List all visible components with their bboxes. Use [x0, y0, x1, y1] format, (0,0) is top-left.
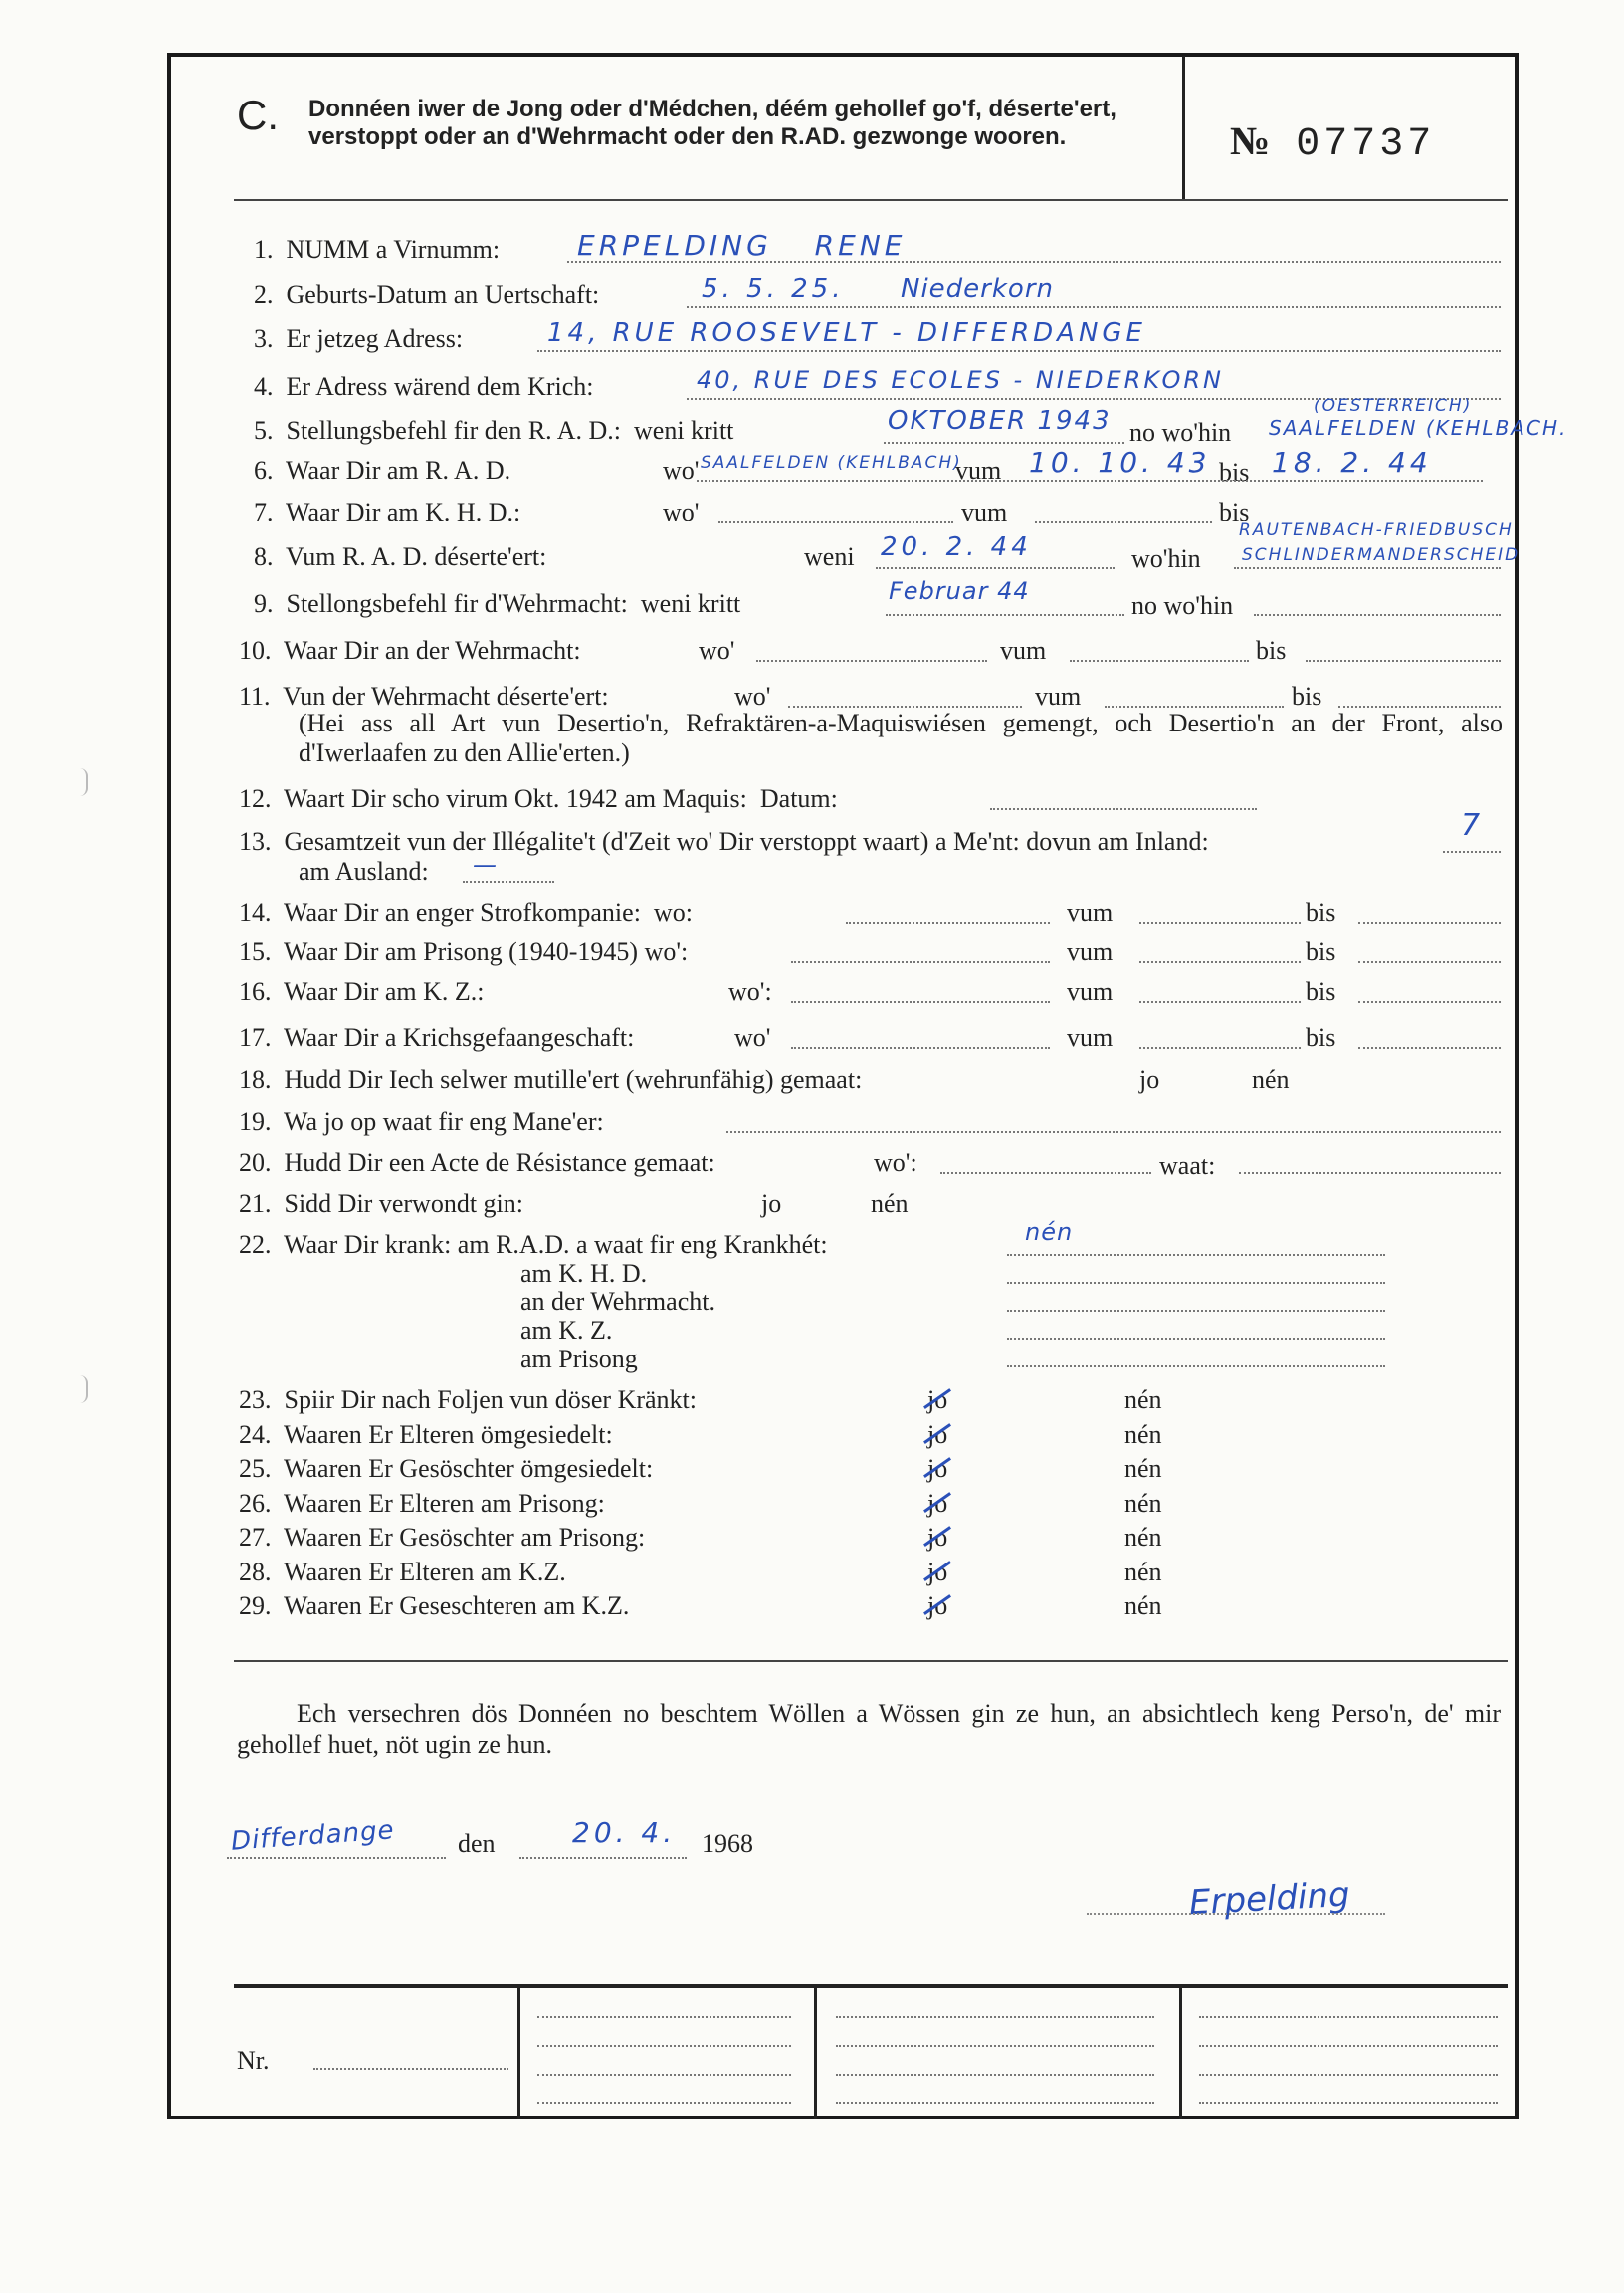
item-2 [254, 280, 599, 310]
item-label: Waar Dir am K. Z.: [284, 977, 485, 1006]
item-23 [239, 1385, 697, 1415]
item-number: 10. [239, 636, 272, 665]
signature: Erpelding [1188, 1874, 1351, 1924]
item-number: 17. [239, 1023, 272, 1052]
form-title: Donnéen iwer de Jong oder d'Médchen, déém gehollef go'f, déserte'ert, verstoppt oder an d'Wehrmacht oder den R.AD. gezwonge wooren. [308, 96, 1116, 150]
item-label: Hudd Dir Iech selwer mutille'ert (wehrunfähig) gemaat: [284, 1065, 863, 1094]
waat-label: waat: [1159, 1151, 1216, 1180]
signature-line [1087, 1913, 1385, 1915]
field-line [1234, 567, 1501, 569]
ausland-months-value[interactable]: — [473, 851, 501, 879]
field-line [313, 2068, 508, 2070]
item-9 [254, 589, 740, 619]
item-19 [239, 1107, 604, 1137]
field-line [1139, 961, 1301, 963]
field-line [537, 2016, 791, 2018]
rad-where-value[interactable]: SAALFELDEN (KEHLBACH) [701, 453, 962, 473]
footer-divider-1 [517, 1986, 520, 2119]
item-4 [254, 372, 594, 402]
field-line [537, 2102, 791, 2104]
q22-sub-3: am Prisong [520, 1345, 638, 1373]
field-line [836, 2074, 1154, 2076]
wo-label: wo': [644, 938, 689, 966]
item-number: 27. [239, 1523, 272, 1552]
item-29 [239, 1591, 629, 1621]
field-line [1199, 2102, 1498, 2104]
item-label: Vum R. A. D. déserte'ert: [286, 542, 547, 571]
item-8 [254, 542, 546, 572]
q25-nen[interactable]: nén [1124, 1454, 1162, 1483]
bis-label: bis [1306, 938, 1336, 966]
header-rule [234, 199, 1508, 201]
field-line [884, 442, 1124, 444]
field-line [1358, 1047, 1501, 1049]
vum-label: vum [955, 456, 1002, 485]
item-number: 25. [239, 1454, 272, 1483]
rad-from-value[interactable]: 10. 10. 43 [1029, 446, 1211, 479]
item-3 [254, 324, 463, 354]
item-number: 20. [239, 1148, 272, 1177]
item-number: 1. [254, 235, 274, 264]
field-line [1007, 1310, 1385, 1312]
vum-label: vum [961, 498, 1008, 526]
wohin-label: no wo'hin [1131, 591, 1234, 620]
item-label: Spiir Dir nach Foljen vun döser Kränkt: [284, 1385, 697, 1414]
item-number: 15. [239, 938, 272, 966]
item-number: 18. [239, 1065, 272, 1094]
wehrmacht-order-date-value[interactable]: Februar 44 [889, 577, 1030, 605]
item-number: 26. [239, 1489, 272, 1518]
section-letter: C. [237, 92, 279, 138]
q27-jo-struck[interactable] [927, 1523, 947, 1553]
item-number: 6. [254, 456, 274, 485]
name-value[interactable]: ERPELDING RENE [577, 229, 907, 262]
declaration-text: Ech versechren dös Donnéen no beschtem Wöllen a Wössen gin ze hun, an absichtlech keng Perso'n, de' mir gehollef huet, nöt ugin ze hun. [237, 1699, 1501, 1759]
wo-label: wo' [663, 498, 700, 526]
item-label: Hudd Dir een Acte de Résistance gemaat: [284, 1148, 715, 1177]
field-line [876, 567, 1115, 569]
item-number: 28. [239, 1558, 272, 1586]
item-number: 7. [254, 498, 274, 526]
jo-option[interactable]: jo [927, 1558, 948, 1586]
jo-option[interactable]: jo [927, 1420, 948, 1449]
item-label: Waaren Er Elteren ömgesiedelt: [284, 1420, 613, 1449]
item-13 [239, 827, 1209, 857]
form-number [1230, 117, 1435, 167]
wo-label: wo': [874, 1148, 917, 1177]
item-24 [239, 1420, 613, 1450]
field-line [836, 2045, 1154, 2047]
item-label: Waar Dir am Prisong (1940-1945) [284, 938, 639, 966]
field-line [791, 1047, 1050, 1049]
field-line [791, 1001, 1050, 1003]
item-label: Gesamtzeit vun der Illégalite't (d'Zeit wo' Dir verstoppt waart) a Me'nt: dovun am Inland: [284, 827, 1209, 856]
bis-label: bis [1219, 458, 1250, 487]
q21-nen[interactable]: nén [871, 1189, 909, 1218]
q29-jo-struck[interactable] [927, 1591, 947, 1621]
item-number: 21. [239, 1189, 272, 1218]
item-number: 2. [254, 280, 274, 309]
wo-label: wo' [699, 636, 735, 665]
signature-date[interactable]: 20. 4. [572, 1816, 677, 1849]
jo-option[interactable]: jo [927, 1523, 948, 1552]
item-18 [239, 1065, 862, 1095]
field-line [726, 1131, 1501, 1133]
bis-label: bis [1292, 682, 1322, 711]
item-17 [239, 1023, 634, 1053]
birth-place-value[interactable]: Niederkorn [901, 274, 1054, 304]
item-label: Waaren Er Gesöschter am Prisong: [284, 1523, 646, 1552]
field-line [697, 480, 1483, 482]
item-5-wohin: no wo'hin [1129, 418, 1232, 447]
item-number: 19. [239, 1107, 272, 1136]
inland-months-value[interactable]: 7 [1461, 808, 1485, 843]
item-number: 22. [239, 1230, 272, 1259]
item-12 [239, 784, 838, 814]
header-divider [1182, 56, 1185, 201]
item-number: 8. [254, 542, 274, 571]
item-26 [239, 1489, 605, 1519]
vum-label: vum [1067, 938, 1114, 966]
jo-option[interactable]: jo [927, 1454, 948, 1483]
field-line [1358, 922, 1501, 924]
item-label: Er jetzeg Adress: [286, 324, 464, 353]
signature-place[interactable]: Differdange [230, 1815, 396, 1857]
field-line [1443, 851, 1501, 853]
item-number: 14. [239, 898, 272, 927]
vum-label: vum [1067, 977, 1114, 1006]
field-line [718, 521, 953, 523]
item-11-note: (Hei ass all Art vun Desertio'n, Refraktären-a-Maquiswiésen gemengt, och Desertio'n an der Front, also d'Iwerlaafen zu den Allie'erten.) [299, 709, 1503, 767]
vum-label: vum [1067, 1023, 1114, 1052]
field-line [1139, 1001, 1301, 1003]
jo-option[interactable]: jo [927, 1591, 948, 1620]
field-line [788, 706, 1022, 708]
item-6 [254, 456, 510, 486]
field-line [886, 614, 1124, 616]
q21-jo[interactable]: jo [761, 1189, 782, 1218]
field-line [756, 660, 987, 662]
weni-label: weni kritt [640, 589, 741, 618]
datum-label: Datum: [759, 784, 838, 813]
field-line [846, 922, 1050, 924]
item-16 [239, 977, 485, 1007]
item-label: Sidd Dir verwondt gin: [284, 1189, 523, 1218]
bis-label: bis [1306, 898, 1336, 927]
desertion-place-2[interactable]: SCHLINDERMANDERSCHEID [1242, 545, 1521, 565]
bis-label: bis [1306, 1023, 1336, 1052]
field-line [1139, 922, 1301, 924]
item-label: Waaren Er Elteren am Prisong: [284, 1489, 605, 1518]
item-label: Waar Dir an enger Strofkompanie: [284, 898, 641, 927]
desertion-place-1[interactable]: RAUTENBACH-FRIEDBUSCH [1239, 521, 1514, 540]
item-label: Waar Dir a Krichsgefaangeschaft: [284, 1023, 635, 1052]
vum-label: vum [1000, 636, 1047, 665]
bis-label: bis [1219, 498, 1250, 526]
item-11 [239, 682, 609, 712]
wohin-label: wo'hin [1131, 544, 1201, 573]
item-number: 23. [239, 1385, 272, 1414]
field-line [1306, 660, 1501, 662]
item-1 [254, 235, 500, 265]
item-20 [239, 1148, 715, 1178]
field-line [687, 306, 1501, 308]
q26-nen[interactable]: nén [1124, 1489, 1162, 1518]
bis-label: bis [1256, 636, 1287, 665]
item-27 [239, 1523, 645, 1553]
q26-jo-struck[interactable] [927, 1489, 947, 1519]
item-21 [239, 1189, 523, 1219]
field-line [1358, 1001, 1501, 1003]
footer-top-rule [234, 1984, 1508, 1988]
field-line [836, 2102, 1154, 2104]
item-14 [239, 898, 693, 928]
item-number: 11. [239, 682, 271, 711]
item-7 [254, 498, 520, 527]
punch-hole-mark-1 [80, 768, 88, 796]
item-label: Stellungsbefehl fir den R. A. D.: [286, 416, 622, 445]
item-label: Waaren Er Gesöschter ömgesiedelt: [284, 1454, 654, 1483]
item-label: Vun der Wehrmacht déserte'ert: [283, 682, 609, 711]
q25-jo-struck[interactable] [927, 1454, 947, 1484]
footer-divider-2 [814, 1986, 817, 2119]
q29-nen[interactable]: nén [1124, 1591, 1162, 1620]
ausland-label: am Ausland: [299, 857, 429, 886]
field-line [227, 1857, 446, 1859]
q18-nen[interactable]: nén [1252, 1065, 1290, 1094]
item-label: Waaren Er Elteren am K.Z. [284, 1558, 566, 1586]
q27-nen[interactable]: nén [1124, 1523, 1162, 1552]
q24-nen[interactable]: nén [1124, 1420, 1162, 1449]
field-line [1199, 2074, 1498, 2076]
field-line [1239, 1172, 1501, 1174]
item-label: Waaren Er Geseschteren am K.Z. [284, 1591, 630, 1620]
den-label: den [458, 1829, 496, 1858]
footer-divider-3 [1179, 1986, 1182, 2119]
item-label: Waar Dir krank: am R.A.D. a waat fir eng Krankhét: [284, 1230, 828, 1259]
wo-label: wo' [734, 682, 771, 711]
q23-jo-struck[interactable] [927, 1385, 947, 1415]
field-line [940, 1172, 1151, 1174]
item-label: Stellongsbefehl fir d'Wehrmacht: [286, 589, 628, 618]
item-number: 24. [239, 1420, 272, 1449]
year-label: 1968 [702, 1829, 753, 1858]
field-line [1070, 660, 1249, 662]
item-number: 12. [239, 784, 272, 813]
rad-order-date-value[interactable]: OKTOBER 1943 [888, 406, 1112, 436]
field-line [1139, 1047, 1301, 1049]
field-line [1358, 961, 1501, 963]
q24-jo-struck[interactable] [927, 1420, 947, 1450]
item-number: 29. [239, 1591, 272, 1620]
item-number: 4. [254, 372, 274, 401]
rad-to-value[interactable]: 18. 2. 44 [1272, 446, 1432, 479]
item-10 [239, 636, 581, 666]
vum-label: vum [1035, 682, 1082, 711]
q28-jo-struck[interactable] [927, 1558, 947, 1587]
war-address-value[interactable]: 40, RUE DES ECOLES - NIEDERKORN [697, 366, 1224, 394]
wo-label: wo' [734, 1023, 771, 1052]
q28-nen[interactable]: nén [1124, 1558, 1162, 1586]
field-line [836, 2016, 1154, 2018]
field-line [1035, 521, 1212, 523]
field-line [791, 961, 1050, 963]
item-15 [239, 938, 688, 967]
current-address-value[interactable]: 14, RUE ROOSEVELT - DIFFERDANGE [547, 318, 1146, 348]
item-label: Waart Dir scho virum Okt. 1942 am Maquis: [284, 784, 747, 813]
rad-destination-note[interactable]: (OESTERREICH) [1314, 396, 1473, 416]
q22-sub-2: am K. Z. [520, 1316, 613, 1345]
item-5 [254, 416, 733, 446]
item-number: 9. [254, 589, 274, 618]
field-line [1338, 706, 1501, 708]
declaration-rule [234, 1660, 1508, 1662]
field-line [463, 881, 554, 883]
q22-sub-0: am K. H. D. [520, 1259, 648, 1288]
field-line [1105, 706, 1284, 708]
item-22 [239, 1230, 828, 1260]
item-number: 16. [239, 977, 272, 1006]
rad-destination-value[interactable]: SAALFELDEN (KEHLBACH. [1269, 416, 1568, 440]
item-25 [239, 1454, 653, 1484]
field-line [1007, 1338, 1385, 1340]
item-label: NUMM a Virnumm: [286, 235, 501, 264]
bis-label: bis [1306, 977, 1336, 1006]
q18-jo[interactable]: jo [1139, 1065, 1160, 1094]
number-sign: № [1230, 118, 1275, 163]
item-label: Waar Dir am K. H. D.: [286, 498, 521, 526]
item-28 [239, 1558, 566, 1587]
item-label: Wa jo op waat fir eng Mane'er: [284, 1107, 604, 1136]
item-label: Er Adress wärend dem Krich: [286, 372, 594, 401]
item-label: Waar Dir am R. A. D. [286, 456, 511, 485]
field-line [1254, 614, 1501, 616]
jo-option[interactable]: jo [927, 1385, 948, 1414]
item-number: 3. [254, 324, 274, 353]
field-line [537, 2045, 791, 2047]
field-line [537, 2074, 791, 2076]
q22-sub-1: an der Wehrmacht. [520, 1287, 715, 1316]
wo-label: wo: [653, 898, 693, 927]
nr-label: Nr. [237, 2046, 270, 2075]
jo-option[interactable]: jo [927, 1489, 948, 1518]
item-number: 13. [239, 827, 272, 856]
field-line [1199, 2016, 1498, 2018]
weni-label: weni [804, 542, 855, 571]
field-line [1199, 2045, 1498, 2047]
field-line [519, 1857, 687, 1859]
field-line [990, 808, 1257, 810]
vum-label: vum [1067, 898, 1114, 927]
field-line [537, 350, 1501, 352]
item-number: 5. [254, 416, 274, 445]
field-line [1007, 1254, 1385, 1256]
illness-value[interactable]: nén [1025, 1218, 1074, 1246]
q23-nen[interactable]: nén [1124, 1385, 1162, 1414]
wo-label: wo': [728, 977, 772, 1006]
number-value: 07737 [1296, 122, 1436, 167]
field-line [1007, 1282, 1385, 1284]
item-label: Waar Dir an der Wehrmacht: [284, 636, 581, 665]
item-label: Geburts-Datum an Uertschaft: [286, 280, 600, 309]
punch-hole-mark-2 [80, 1375, 88, 1403]
weni-label: weni kritt [634, 416, 734, 445]
wo-label: wo' [663, 456, 700, 485]
field-line [1007, 1365, 1385, 1367]
desertion-date-value[interactable]: 20. 2. 44 [881, 532, 1032, 562]
birth-date-value[interactable]: 5. 5. 25. [702, 274, 845, 304]
